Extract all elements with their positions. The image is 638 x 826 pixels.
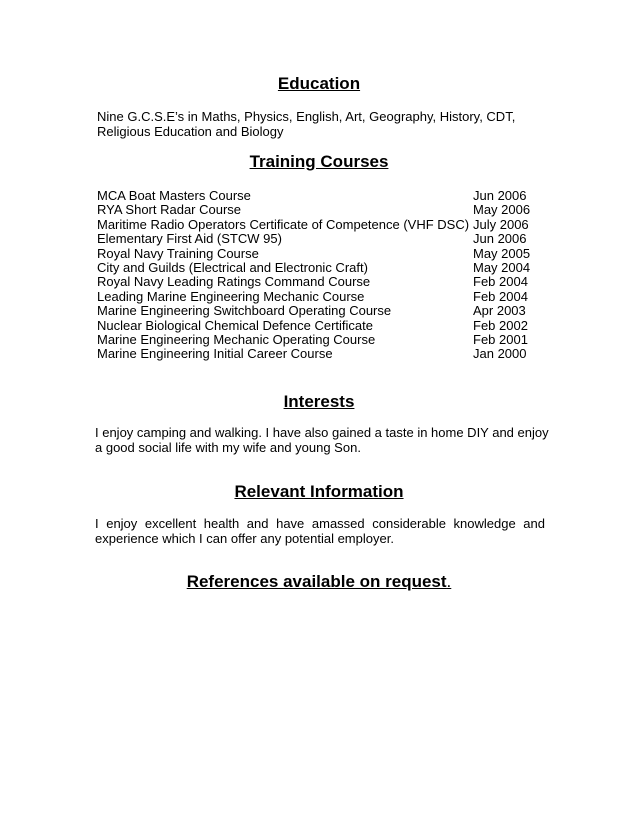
relevant-information-heading: Relevant Information: [234, 482, 404, 501]
course-row: [97, 232, 547, 246]
interests-line-1: I enjoy camping and walking. I have also gained a taste in home DIY and enjoy: [95, 425, 549, 440]
course-date: Feb 2004: [473, 274, 528, 290]
education-text: [97, 109, 557, 139]
relevant-information-text: [95, 516, 545, 546]
training-courses-heading: Training Courses: [249, 152, 389, 171]
education-heading: Education: [277, 74, 361, 93]
interests-line-2: a good social life with my wife and young Son.: [95, 440, 361, 455]
course-row: [97, 189, 547, 203]
course-date: May 2004: [473, 259, 531, 275]
course-name: Royal Navy Leading Ratings Command Course: [97, 274, 371, 290]
course-name: Marine Engineering Switchboard Operating Course: [97, 303, 392, 319]
relevant-line-1: I enjoy excellent health and have amassed considerable knowledge and: [95, 516, 545, 531]
course-date: May 2005: [473, 245, 531, 261]
course-name: Marine Engineering Mechanic Operating Course: [97, 331, 376, 347]
references-heading: [0, 572, 638, 592]
education-line-1: Nine G.C.S.E’s in Maths, Physics, English, Art, Geography, History, CDT,: [97, 109, 516, 124]
course-name: Maritime Radio Operators Certificate of Competence (VHF DSC): [97, 216, 470, 232]
course-row: [97, 319, 547, 333]
course-date: Feb 2002: [473, 317, 528, 333]
course-row: [97, 304, 547, 318]
course-date: Jan 2000: [473, 346, 527, 362]
course-name: Marine Engineering Initial Career Course: [97, 346, 333, 362]
course-name: Leading Marine Engineering Mechanic Course: [97, 288, 365, 304]
course-name: City and Guilds (Electrical and Electronic Craft): [97, 259, 368, 275]
references-suffix: .: [446, 572, 452, 591]
course-row: [97, 203, 547, 217]
course-name: Royal Navy Training Course: [97, 245, 259, 261]
course-date: July 2006: [473, 216, 529, 232]
course-name: Nuclear Biological Chemical Defence Certificate: [97, 317, 374, 333]
course-name: Elementary First Aid (STCW 95): [97, 231, 282, 247]
interests-text: [95, 425, 555, 455]
course-row: [97, 275, 547, 289]
course-date: Apr 2003: [473, 303, 526, 319]
course-row: [97, 290, 547, 304]
relevant-line-2: experience which I can offer any potential employer.: [95, 531, 394, 546]
course-date: Feb 2001: [473, 331, 528, 347]
course-row: [97, 261, 547, 275]
course-date: May 2006: [473, 202, 531, 218]
interests-heading: Interests: [283, 392, 355, 411]
course-row: [97, 247, 547, 261]
education-line-2: Religious Education and Biology: [97, 124, 284, 139]
course-name: MCA Boat Masters Course: [97, 188, 251, 203]
course-date: Jun 2006: [473, 188, 527, 203]
course-date: Feb 2004: [473, 288, 528, 304]
course-row: [97, 218, 547, 232]
training-courses-list: [97, 189, 547, 362]
course-name: RYA Short Radar Course: [97, 202, 242, 218]
course-date: Jun 2006: [473, 231, 527, 247]
references-text: References available on request: [186, 572, 447, 591]
course-row: [97, 347, 547, 361]
course-row: [97, 333, 547, 347]
